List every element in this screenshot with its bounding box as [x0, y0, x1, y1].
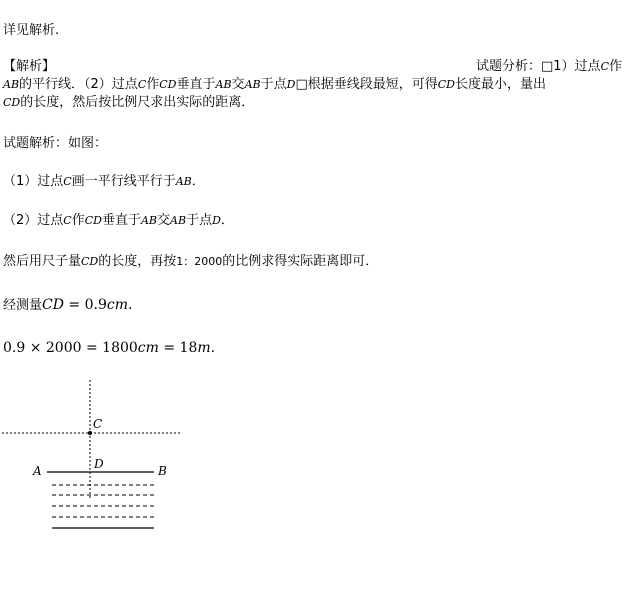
analysis-heading: 【解析】 [3, 59, 56, 74]
step-1: （1）过点C画一平行线平行于AB． [3, 174, 205, 189]
intro-text: 详见解析. [3, 23, 60, 38]
label-c: C [93, 417, 103, 431]
point-c [88, 431, 92, 435]
measurement-line: 经测量CD = 0.9cm. [3, 297, 133, 313]
step-2: （2）过点C作CD垂直于AB交AB于点D． [3, 213, 234, 228]
label-b: B [158, 464, 167, 478]
solution-heading: 试题解析：如图： [3, 136, 108, 151]
analysis-summary-start: 试题分析：□1）过点C作 [476, 59, 622, 74]
analysis-line-2: AB的平行线．（2）过点C作CD垂直于AB交AB于点D□根据垂线段最短，可得CD长度最小，量出 [3, 77, 546, 92]
calculation-line: 0.9 × 2000 = 1800cm = 18m. [3, 340, 216, 356]
label-a: A [33, 464, 42, 478]
analysis-line-3: CD的长度，然后按比例尺求出实际的距离． [3, 95, 255, 110]
step-3: 然后用尺子量CD的长度，再按1：2000的比例求得实际距离即可． [3, 254, 379, 269]
label-d: D [94, 457, 104, 471]
geometry-figure [0, 378, 200, 543]
